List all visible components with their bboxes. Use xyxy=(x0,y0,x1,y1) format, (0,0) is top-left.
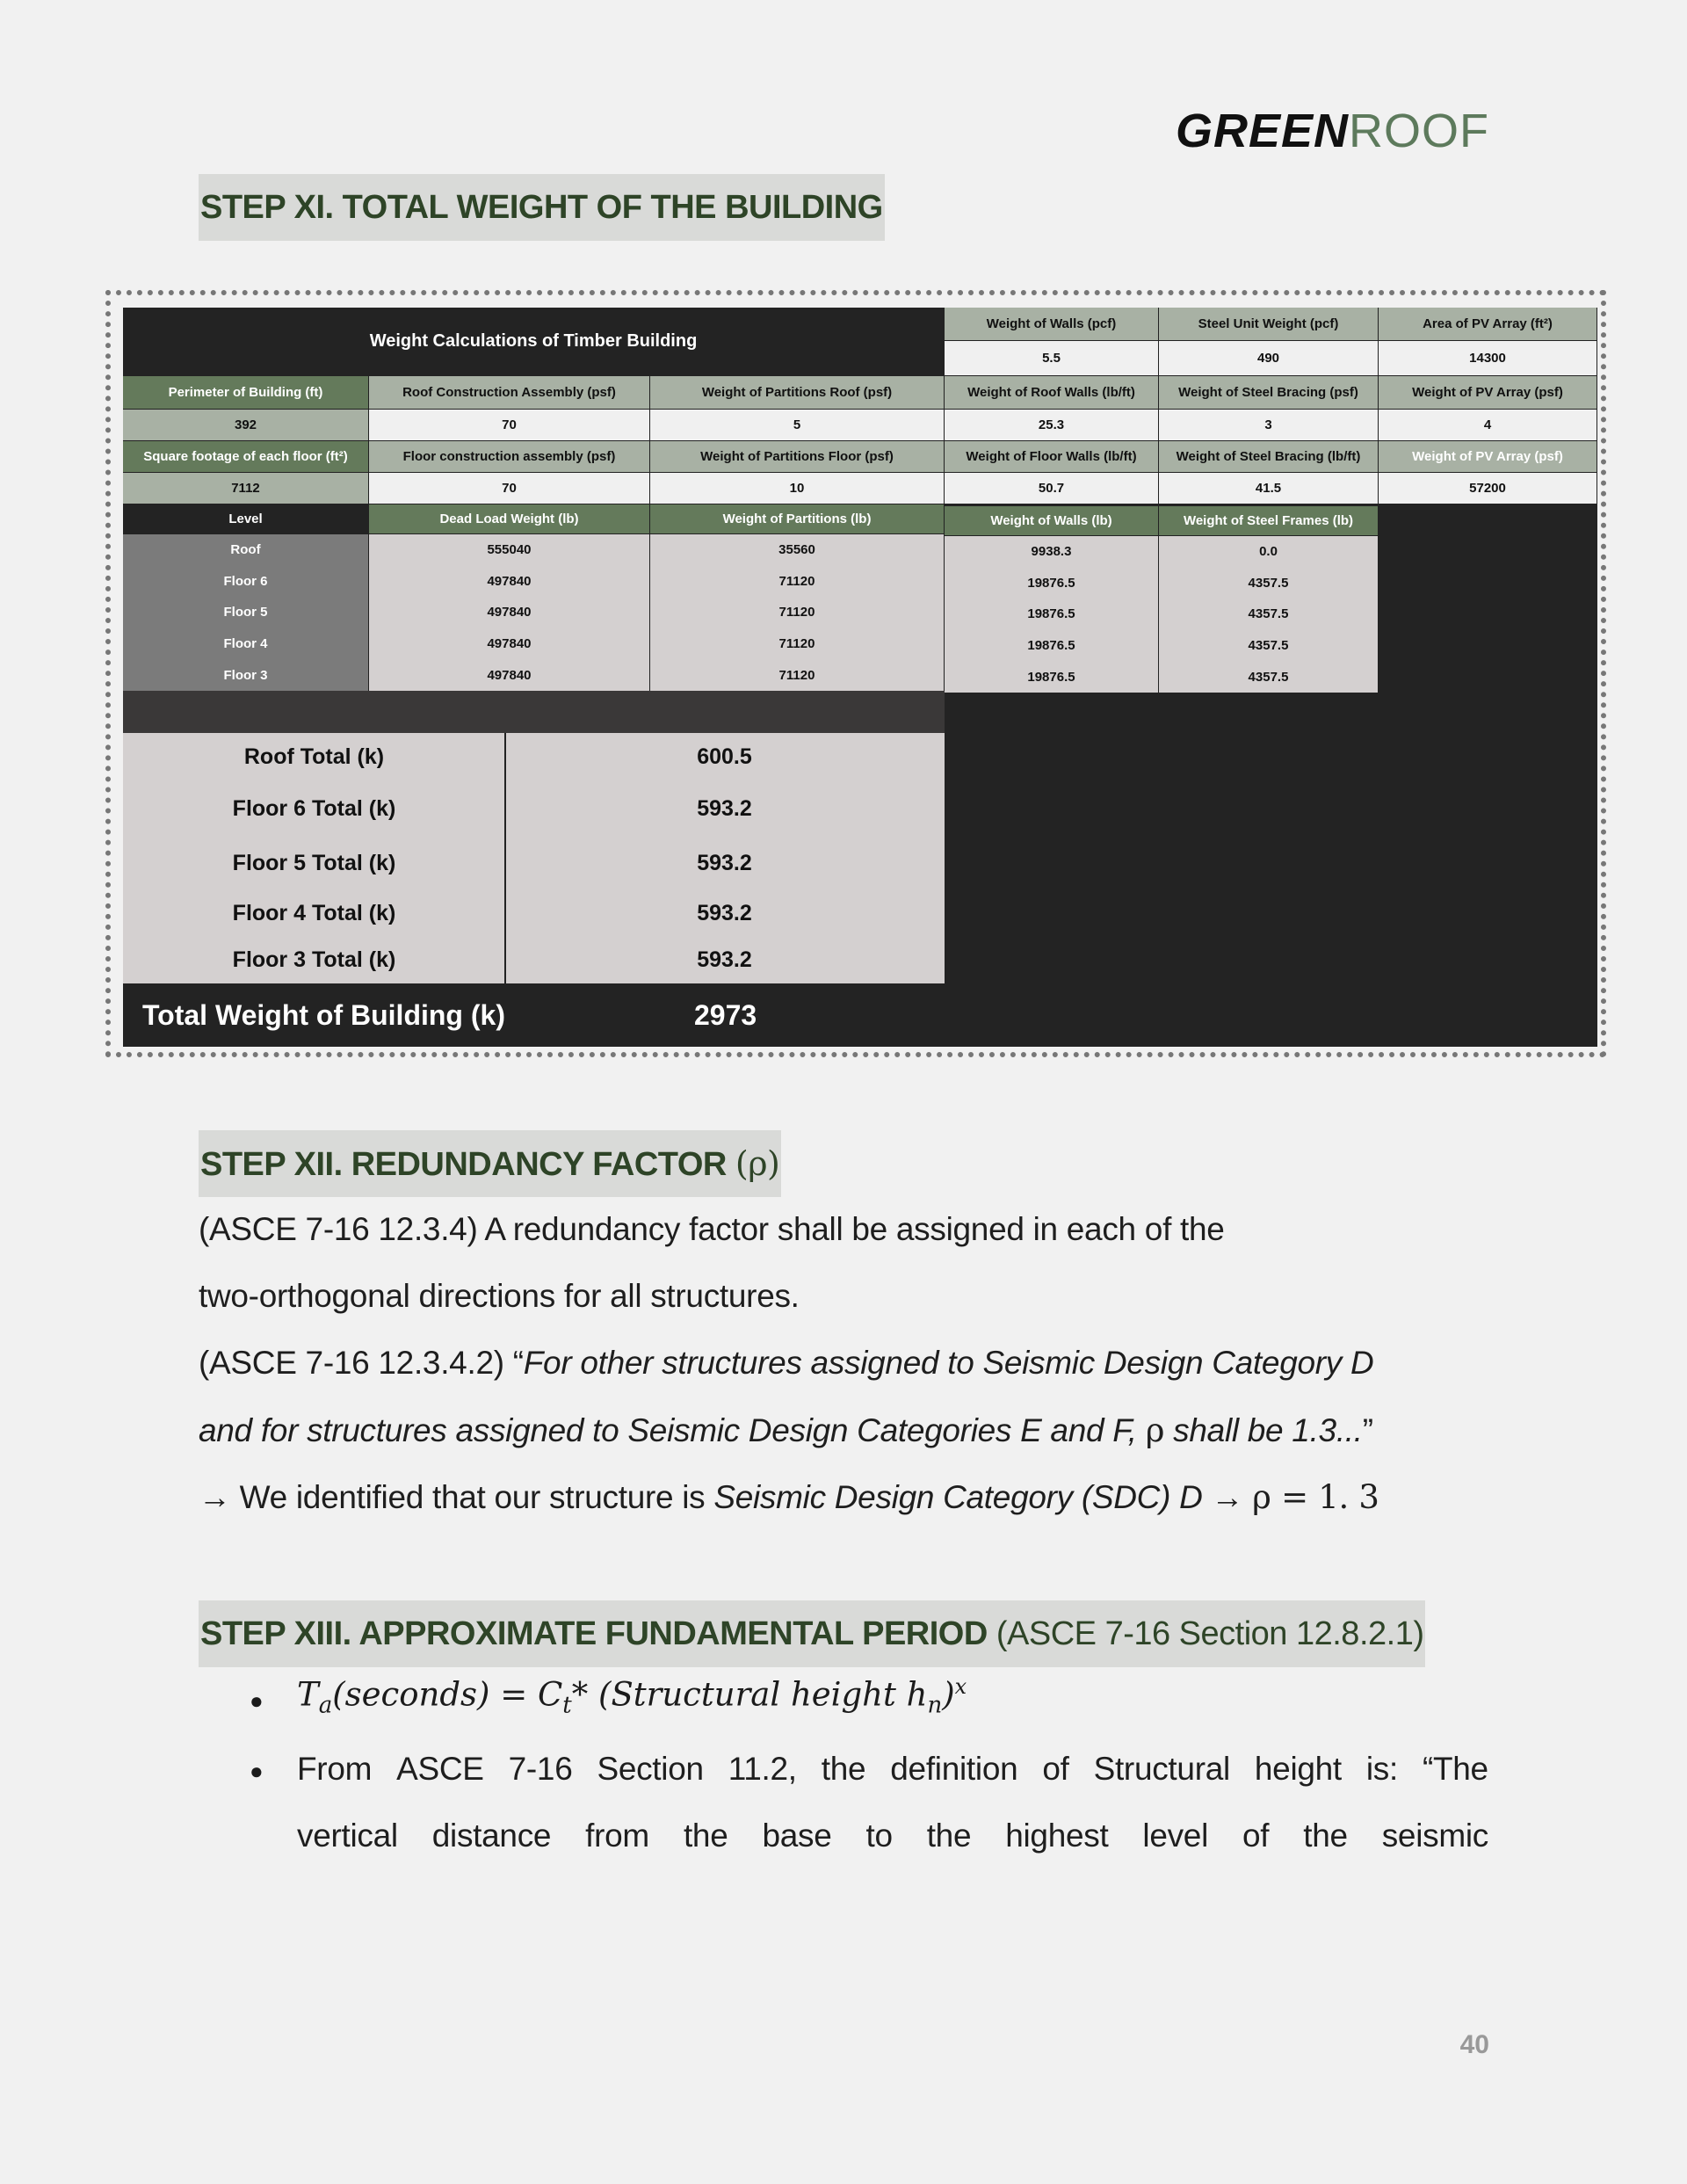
column-header: Level xyxy=(123,504,369,534)
cell-label: Weight of Walls (pcf) xyxy=(945,308,1159,341)
word: From xyxy=(297,1751,373,1787)
step-xii-heading: STEP XII. REDUNDANCY FACTOR (ρ) xyxy=(199,1130,781,1197)
weight-table-frame xyxy=(105,290,1606,1057)
word: of xyxy=(1042,1751,1069,1787)
word: the xyxy=(821,1751,866,1787)
total-label: Floor 3 Total (k) xyxy=(232,947,396,972)
level-cell: Floor 3 xyxy=(123,659,369,691)
cell-value: 4 xyxy=(1379,410,1597,441)
word: from xyxy=(585,1818,649,1854)
data-cell: 497840 xyxy=(369,628,650,660)
data-cell: 4357.5 xyxy=(1159,599,1379,630)
cell-value: 70 xyxy=(369,410,650,441)
word: the xyxy=(926,1818,972,1854)
word: Section xyxy=(597,1751,704,1787)
data-cell: 497840 xyxy=(369,659,650,691)
data-cell: 71120 xyxy=(650,659,945,691)
data-cell: 0.0 xyxy=(1159,536,1379,568)
weight-table xyxy=(123,308,1597,1047)
cell-label: Weight of Steel Bracing (psf) xyxy=(1159,376,1379,410)
total-value: 593.2 xyxy=(697,947,752,972)
cell-value: 7112 xyxy=(123,473,369,504)
word: to xyxy=(865,1818,893,1854)
bullet-dot: ● xyxy=(250,1687,264,1714)
cell-value: 3 xyxy=(1159,410,1379,441)
cell-value: 14300 xyxy=(1379,341,1597,376)
data-cell: 4357.5 xyxy=(1159,661,1379,693)
data-cell: 19876.5 xyxy=(945,630,1159,662)
column-header: Weight of Partitions (lb) xyxy=(650,504,945,534)
bullet-dot: ● xyxy=(250,1758,264,1784)
cell-label: Square footage of each floor (ft²) xyxy=(123,441,369,473)
cell-value: 50.7 xyxy=(945,473,1159,504)
cell-label: Steel Unit Weight (pcf) xyxy=(1159,308,1379,341)
word: Structural xyxy=(1093,1751,1230,1787)
cell-label: Floor construction assembly (psf) xyxy=(369,441,650,473)
cell-label: Weight of Partitions Floor (psf) xyxy=(650,441,945,473)
word: definition xyxy=(890,1751,1018,1787)
cell-label: Area of PV Array (ft²) xyxy=(1379,308,1597,341)
word: vertical xyxy=(297,1818,398,1854)
cell-value: 10 xyxy=(650,473,945,504)
word: ASCE xyxy=(396,1751,484,1787)
word: of xyxy=(1242,1818,1270,1854)
cell-label: Weight of Partitions Roof (psf) xyxy=(650,376,945,410)
paragraph-line: (ASCE 7-16 12.3.4) A redundancy factor shall be assigned in each of the xyxy=(199,1211,1225,1247)
totals-block xyxy=(123,733,945,983)
data-cell: 4357.5 xyxy=(1159,568,1379,599)
paragraph-line: and for structures assigned to Seismic Design Categories E and F, ρ shall be 1.3...” xyxy=(199,1411,1373,1449)
total-label: Floor 5 Total (k) xyxy=(232,850,396,875)
cell-label: Weight of PV Array (psf) xyxy=(1379,376,1597,410)
cell-value: 41.5 xyxy=(1159,473,1379,504)
data-cell: 71120 xyxy=(650,566,945,598)
column-header: Dead Load Weight (lb) xyxy=(369,504,650,534)
page-number: 40 xyxy=(1459,2030,1489,2059)
separator-band xyxy=(123,691,945,733)
total-value: 593.2 xyxy=(697,900,752,925)
level-cell: Floor 6 xyxy=(123,566,369,598)
cell-value: 490 xyxy=(1159,341,1379,376)
level-cell: Floor 5 xyxy=(123,597,369,628)
data-cell: 19876.5 xyxy=(945,568,1159,599)
grand-total-value: 2973 xyxy=(694,999,757,1031)
data-cell: 71120 xyxy=(650,597,945,628)
word: highest xyxy=(1005,1818,1109,1854)
data-cell: 71120 xyxy=(650,628,945,660)
word: level xyxy=(1142,1818,1209,1854)
word: base xyxy=(762,1818,832,1854)
cell-label: Roof Construction Assembly (psf) xyxy=(369,376,650,410)
level-cell: Roof xyxy=(123,534,369,566)
column-header: Weight of Steel Frames (lb) xyxy=(1159,506,1379,536)
word: the xyxy=(1303,1818,1348,1854)
cell-value: 5 xyxy=(650,410,945,441)
brand-logo: GREENROOF xyxy=(1175,105,1489,157)
grand-total-row xyxy=(123,983,945,1047)
data-cell: 35560 xyxy=(650,534,945,566)
word: height xyxy=(1254,1751,1342,1787)
word: “The xyxy=(1422,1751,1488,1787)
data-cell: 19876.5 xyxy=(945,599,1159,630)
cell-label: Perimeter of Building (ft) xyxy=(123,376,369,410)
paragraph-line-justified xyxy=(297,1818,1488,1854)
paragraph-line: → We identified that our structure is Seismic Design Category (SDC) D → ρ = 1. 3 xyxy=(199,1478,1379,1516)
data-cell: 9938.3 xyxy=(945,536,1159,568)
step-xiii-heading: STEP XIII. APPROXIMATE FUNDAMENTAL PERIOD (ASCE 7-16 Section 12.8.2.1) xyxy=(199,1600,1425,1667)
data-cell: 555040 xyxy=(369,534,650,566)
cell-label: Weight of Roof Walls (lb/ft) xyxy=(945,376,1159,410)
table-title: Weight Calculations of Timber Building xyxy=(123,308,945,376)
cell-value: 392 xyxy=(123,410,369,441)
total-label: Floor 4 Total (k) xyxy=(232,900,396,925)
cell-value: 70 xyxy=(369,473,650,504)
column-header: Weight of Walls (lb) xyxy=(945,506,1159,536)
word: 11.2, xyxy=(728,1751,797,1787)
word: seismic xyxy=(1381,1818,1488,1854)
data-cell: 497840 xyxy=(369,597,650,628)
cell-value: 5.5 xyxy=(945,341,1159,376)
word: the xyxy=(683,1818,728,1854)
word: is: xyxy=(1365,1751,1398,1787)
grand-total-label: Total Weight of Building (k) xyxy=(142,999,505,1031)
cell-label: Weight of PV Array (psf) xyxy=(1379,441,1597,473)
paragraph-line-justified xyxy=(297,1751,1488,1788)
data-cell: 19876.5 xyxy=(945,661,1159,693)
word: 7-16 xyxy=(508,1751,573,1787)
total-value: 593.2 xyxy=(697,795,752,821)
step-xi-heading: STEP XI. TOTAL WEIGHT OF THE BUILDING xyxy=(199,174,885,241)
total-value: 593.2 xyxy=(697,850,752,875)
paragraph-line: (ASCE 7-16 12.3.4.2) “For other structures assigned to Seismic Design Category D xyxy=(199,1345,1374,1381)
level-cell: Floor 4 xyxy=(123,628,369,660)
formula: $T_a(seconds) = C_t*$ (Structural height $h_n)^x$ xyxy=(297,1674,967,1719)
word: distance xyxy=(431,1818,552,1854)
cell-value: 25.3 xyxy=(945,410,1159,441)
paragraph-line: two-orthogonal directions for all structures. xyxy=(199,1278,800,1314)
total-label: Roof Total (k) xyxy=(243,744,385,769)
cell-label: Weight of Steel Bracing (lb/ft) xyxy=(1159,441,1379,473)
cell-value: 57200 xyxy=(1379,473,1597,504)
data-cell: 4357.5 xyxy=(1159,630,1379,662)
data-cell: 497840 xyxy=(369,566,650,598)
cell-label: Weight of Floor Walls (lb/ft) xyxy=(945,441,1159,473)
total-value: 600.5 xyxy=(697,744,752,769)
total-label: Floor 6 Total (k) xyxy=(232,795,396,821)
